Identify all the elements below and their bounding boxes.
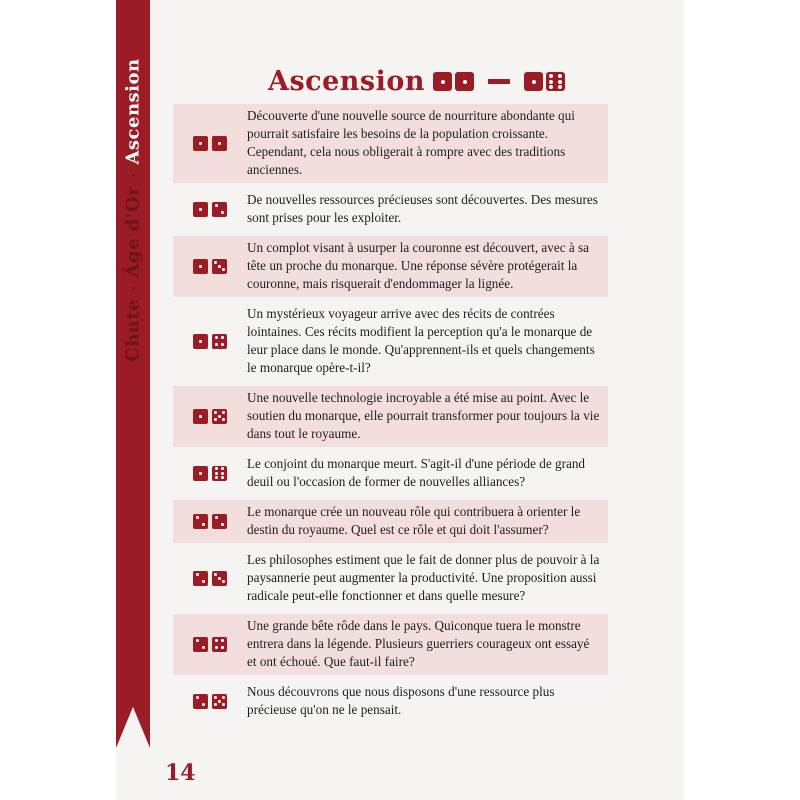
die-face-6-icon [212,466,227,481]
ribbon-chapter-chute: Chute [122,298,144,362]
table-row [173,236,608,297]
range-start-dice [433,72,474,91]
die-face-2-icon [212,514,227,529]
die-face-2-icon [193,637,208,652]
ribbon-chapter-ascension: Ascension [122,58,144,165]
die-face-4-icon [212,637,227,652]
die-face-5-icon [212,409,227,424]
event-text: Le monarque crée un nouveau rôle qui contribuera à orienter le destin du royaume. Quel est ce rôle et qui doit l'assumer? [247,504,581,537]
dice-cell [173,571,247,586]
table-row [173,500,608,543]
event-text: De nouvelles ressources précieuses sont découvertes. Des mesures sont prises pour les exploiter. [247,192,598,225]
range-dash [488,79,510,84]
die-face-1-icon [193,409,208,424]
die-face-5-icon [212,694,227,709]
die-face-4-icon [212,334,227,349]
table-row [173,386,608,447]
range-end-dice [524,72,565,91]
dice-cell [173,334,247,349]
dice-cell [173,259,247,274]
ribbon-separator: · [126,285,143,291]
die-face-2-icon [193,694,208,709]
die-face-1-icon [212,136,227,151]
page-number: 14 [165,760,196,786]
die-face-3-icon [212,571,227,586]
table-row [173,302,608,381]
die-face-1-icon [455,72,474,91]
die-face-1-icon [193,136,208,151]
die-face-2-icon [212,202,227,217]
die-face-1-icon [433,72,452,91]
event-text: Les philosophes estiment que le fait de donner plus de pouvoir à la paysannerie peut augmenter la productivité. Une proposition aussi radicale peut-elle fonctionner et dans quelle mesure? [247,552,600,603]
event-text: Découverte d'une nouvelle source de nourriture abondante qui pourrait satisfaire les besoins de la population croissante. Cependant, cela nous obligerait à rompre avec des traditions anciennes. [247,108,575,177]
event-text: Une nouvelle technologie incroyable a été mise au point. Avec le soutien du monarque, elle pourrait transformer pour toujours la vie dans tout le royaume. [247,390,600,441]
table-row [173,548,608,609]
dice-cell [173,694,247,709]
event-text: Un mystérieux voyageur arrive avec des récits de contrées lointaines. Ces récits modifient la perception qu'a le monarque de leur place dans le monde. Qu'apprennent-ils et quels changements le monarque opère-t-il? [247,306,595,375]
dice-cell [173,466,247,481]
die-face-6-icon [546,72,565,91]
ribbon-separator: · [126,172,143,178]
event-text: Le conjoint du monarque meurt. S'agit-il d'une période de grand deuil ou l'occasion de former de nouvelles alliances? [247,456,586,489]
dice-cell [173,514,247,529]
event-text: Un complot visant à usurper la couronne est découvert, avec à sa tête un proche du monarque. Une réponse sévère protégerait la couronne, mais risquerait d'endommager la lignée. [247,240,590,291]
table-row [173,614,608,675]
die-face-1-icon [193,334,208,349]
chapter-ribbon-label [123,58,144,361]
book-page [116,0,684,800]
dice-cell [173,409,247,424]
event-text: Une grande bête rôde dans le pays. Quiconque tuera le monstre entrera dans la légende. Plusieurs guerriers courageux ont essayé et ont échoué. Que faut-il faire? [247,618,590,669]
dice-cell [173,202,247,217]
dice-cell [173,637,247,652]
page-title-row [268,66,565,97]
die-face-2-icon [193,571,208,586]
dice-cell [173,136,247,151]
table-row [173,680,608,723]
page-title: Ascension [268,66,425,97]
table-row [173,188,608,231]
event-text: Nous découvrons que nous disposons d'une ressource plus précieuse qu'on ne le pensait. [247,684,555,717]
die-face-1-icon [193,202,208,217]
event-table [173,104,608,728]
die-face-1-icon [193,466,208,481]
die-face-1-icon [524,72,543,91]
ribbon-chapter-age-dor: Âge d'Or [122,185,144,278]
table-row [173,104,608,183]
die-face-1-icon [193,259,208,274]
die-face-2-icon [193,514,208,529]
table-row [173,452,608,495]
die-face-3-icon [212,259,227,274]
